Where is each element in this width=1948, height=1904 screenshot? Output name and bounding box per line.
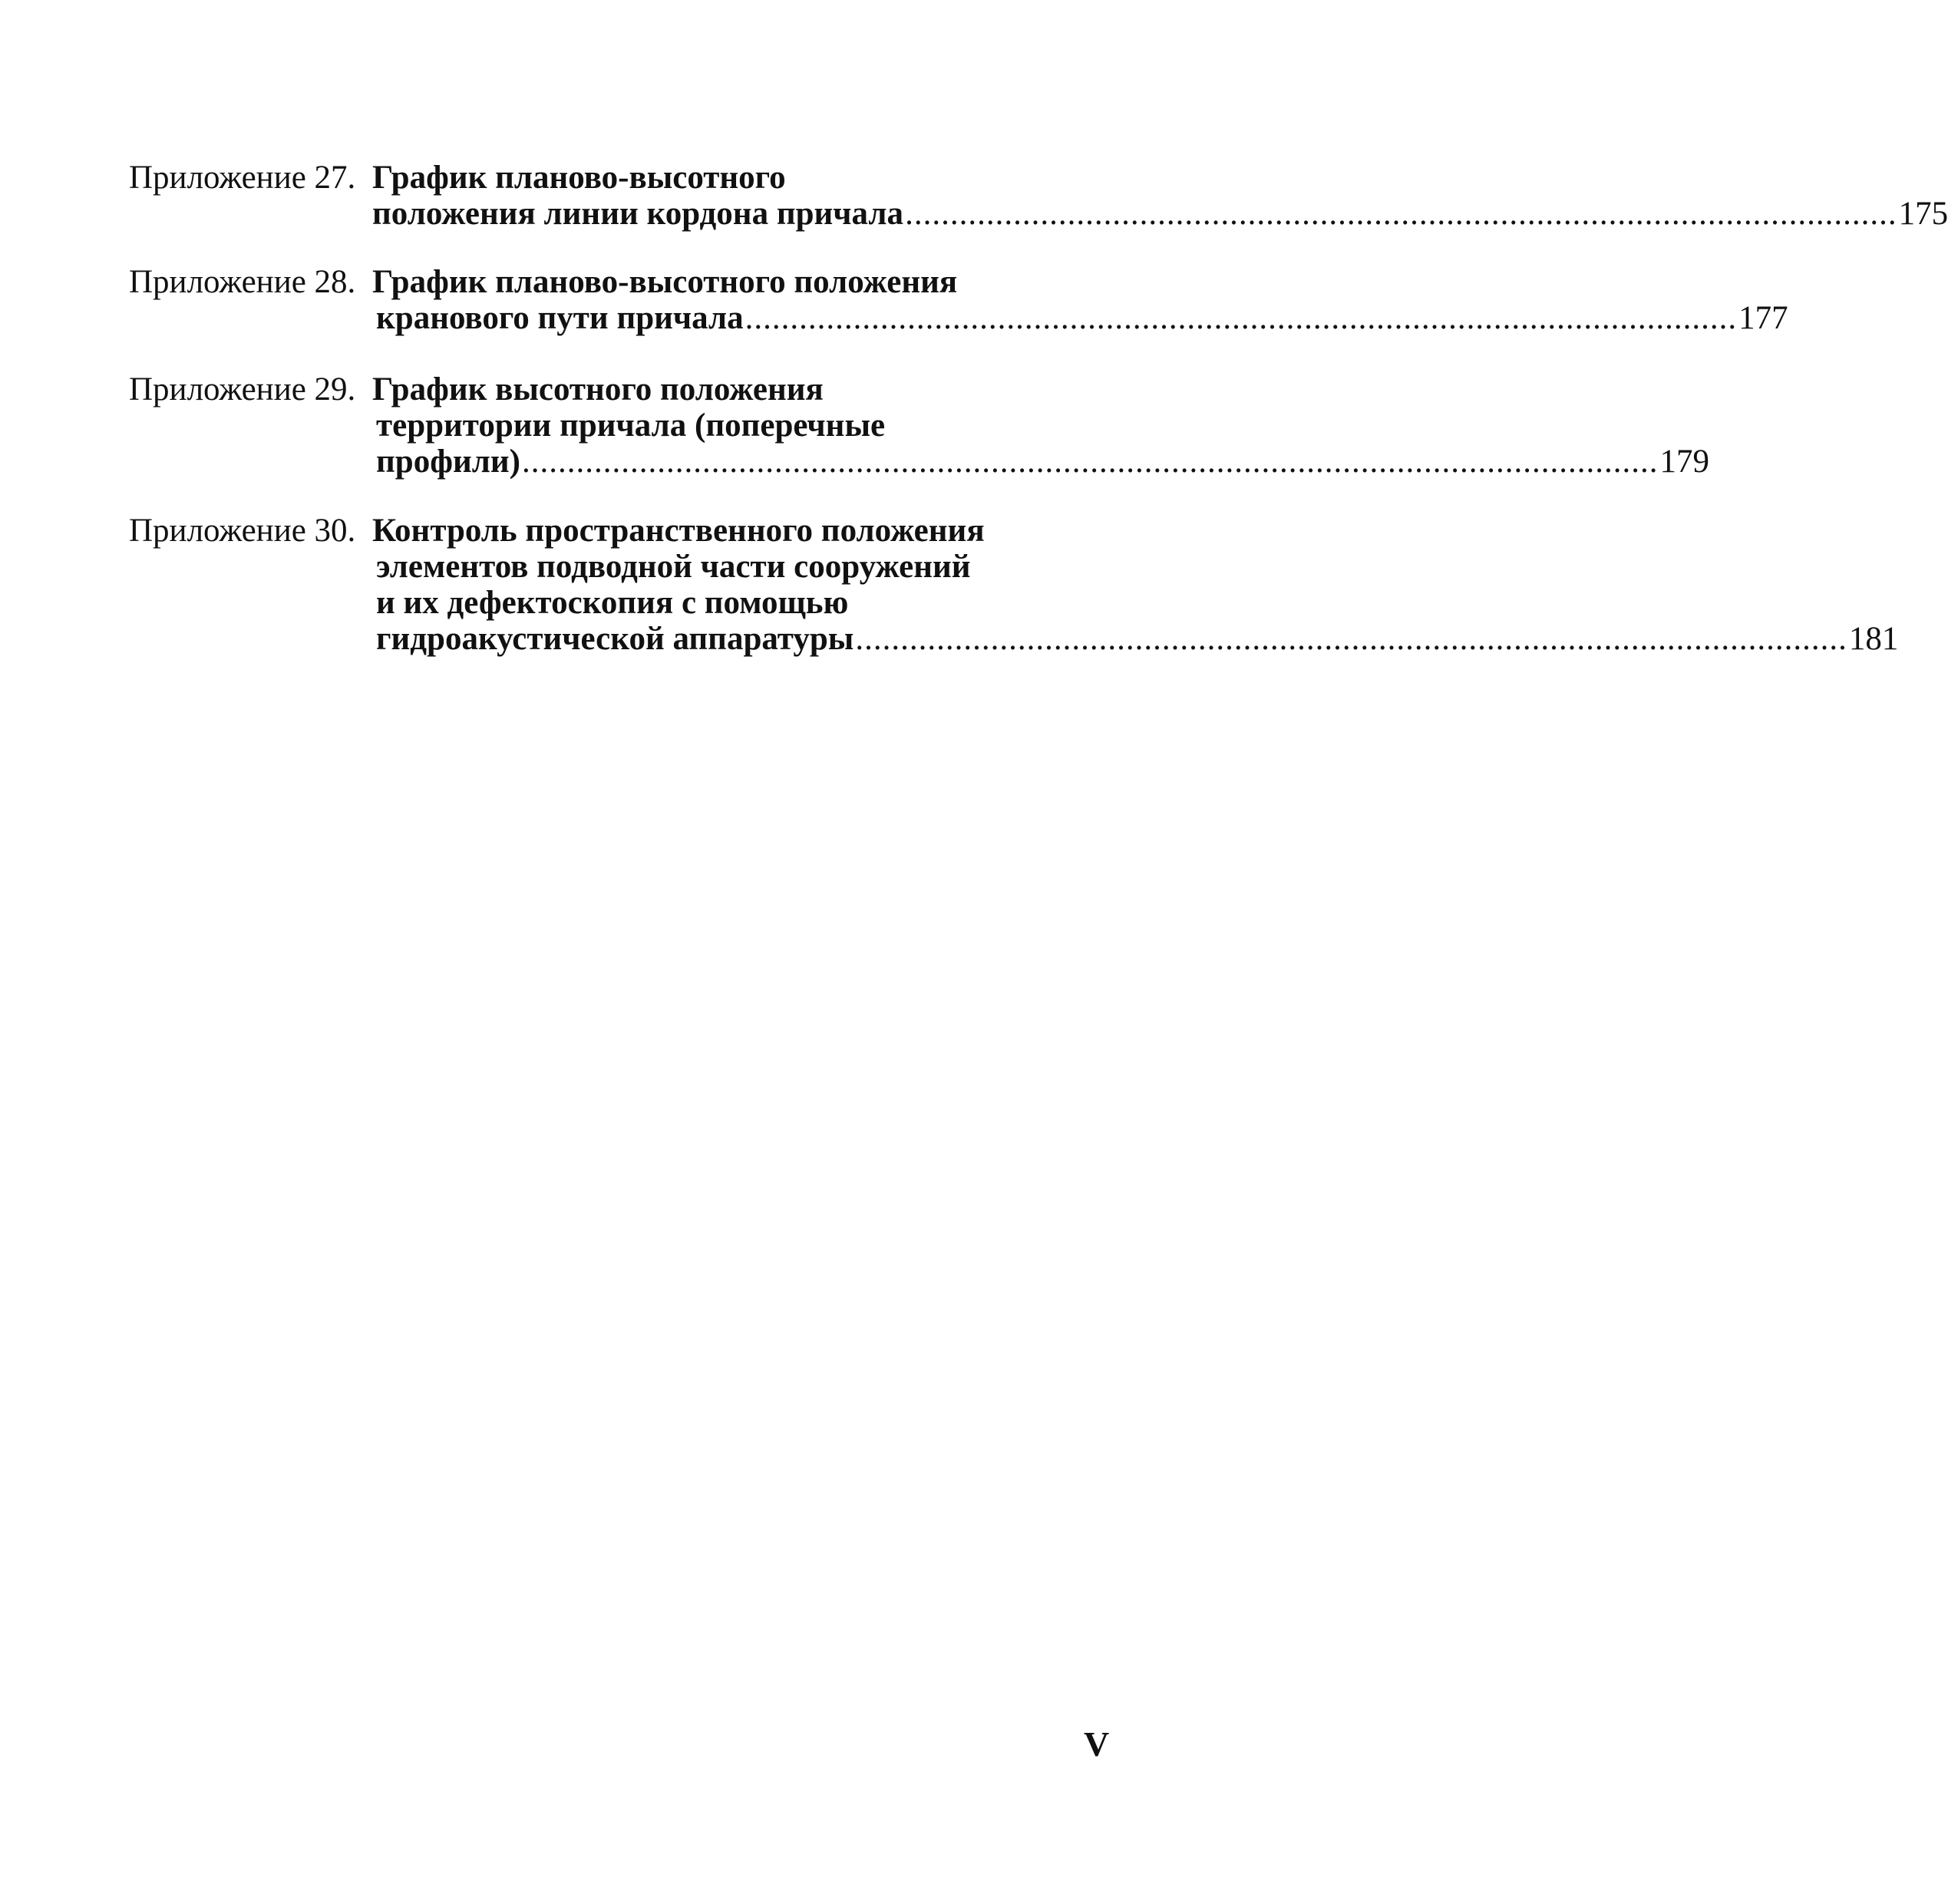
toc-entry-title-line: График планово-высотного положения — [372, 264, 958, 300]
toc-entry-last-row — [376, 300, 1788, 336]
toc-entry-label: Приложение 29. — [129, 371, 356, 408]
toc-dot-leader: .............................................................................................................. — [855, 621, 1847, 657]
toc-entry-title-line: профили) — [376, 444, 520, 480]
toc-entry-title-line: элементов подводной части сооружений — [376, 549, 971, 585]
page-number: V — [1084, 1724, 1110, 1764]
toc-entry-page: 177 — [1738, 300, 1788, 336]
toc-dot-leader: .............................................................................................................................. — [521, 444, 1659, 480]
toc-entry-title-line: положения линии кордона причала — [372, 196, 904, 232]
toc-entry-27 — [129, 160, 1948, 236]
toc-entry-label: Приложение 27. — [129, 160, 356, 196]
toc-entry-label: Приложение 30. — [129, 513, 356, 549]
toc-entry-last-row — [376, 621, 1899, 657]
toc-entry-title-line: территории причала (поперечные — [376, 408, 886, 444]
toc-entry-title-line: кранового пути причала — [376, 300, 744, 336]
toc-dot-leader: .............................................................................................................. — [905, 196, 1897, 232]
toc-entry-29 — [129, 371, 1709, 487]
toc-entry-title-line: График планово-высотного — [372, 160, 786, 196]
toc-entry-28 — [129, 264, 1788, 341]
toc-entry-last-row — [376, 444, 1709, 480]
toc-dot-leader: .............................................................................................................. — [745, 300, 1738, 336]
toc-entry-title-line: Контроль пространственного положения — [372, 513, 985, 549]
toc-entry-page: 179 — [1659, 444, 1709, 480]
toc-entry-last-row — [372, 196, 1948, 232]
toc-entry-page: 181 — [1848, 621, 1899, 657]
toc-entry-title-line: гидроакустической аппаратуры — [376, 621, 854, 657]
toc-entry-label: Приложение 28. — [129, 264, 356, 300]
toc-entry-page: 175 — [1898, 196, 1948, 232]
toc-entry-title-line: и их дефектоскопия с помощью — [376, 585, 849, 621]
toc-entry-title-line: График высотного положения — [372, 371, 824, 408]
toc-entry-30 — [129, 513, 1899, 666]
